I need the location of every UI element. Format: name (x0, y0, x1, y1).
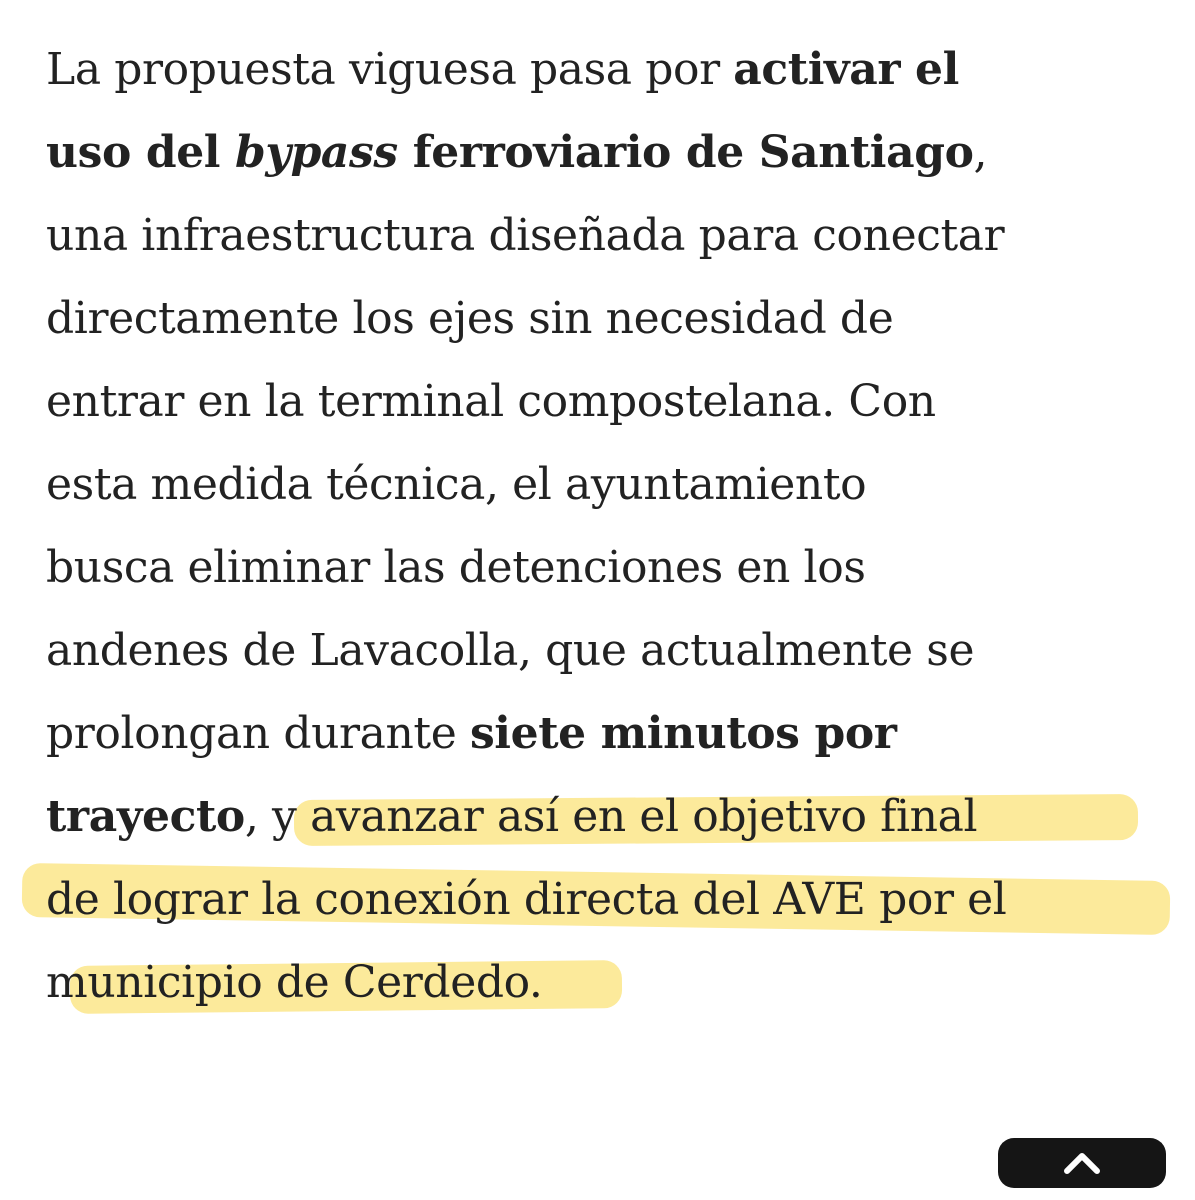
text-run: esta medida técnica, el ayuntamiento (46, 459, 867, 510)
text-line-6 (46, 443, 1171, 526)
text-run: andenes de Lavacolla, que actualmente se (46, 625, 975, 676)
text-run: , (973, 127, 988, 178)
text-line-1 (46, 28, 1171, 111)
text-line-2 (46, 111, 1171, 194)
text-line-9 (46, 692, 1171, 775)
text-line-3 (46, 194, 1171, 277)
text-line-8 (46, 609, 1171, 692)
text-run: una infraestructura diseñada para conectar (46, 210, 1005, 261)
highlighted-text-run: de lograr la conexión directa del AVE por el (46, 874, 1007, 925)
text-run: prolongan durante (46, 708, 470, 759)
text-line-11 (46, 858, 1171, 941)
text-run: busca eliminar las detenciones en los (46, 542, 866, 593)
bold-text-run: uso del (46, 127, 236, 178)
bold-text-run: activar el (733, 44, 959, 95)
text-line-12 (46, 941, 1171, 1024)
bold-text-run: ferroviario de Santiago (397, 127, 974, 178)
highlighted-text-run: y avanzar así en el objetivo final (272, 791, 978, 842)
text-run: , (244, 791, 273, 842)
text-line-4 (46, 277, 1171, 360)
highlighted-text-run: municipio de Cerdedo. (46, 957, 543, 1008)
text-run: directamente los ejes sin necesidad de (46, 293, 894, 344)
scroll-to-top-button[interactable] (998, 1138, 1166, 1188)
bold-text-run: siete minutos por (469, 708, 897, 759)
text-line-10 (46, 775, 1171, 858)
article-paragraph (46, 28, 1171, 1024)
text-run: La propuesta viguesa pasa por (46, 44, 734, 95)
bold-text-run: trayecto (46, 791, 245, 842)
chevron-up-icon (1062, 1150, 1102, 1176)
bold-italic-text-run: bypass (235, 127, 398, 178)
text-line-7 (46, 526, 1171, 609)
text-run: entrar en la terminal compostelana. Con (46, 376, 936, 427)
text-line-5 (46, 360, 1171, 443)
